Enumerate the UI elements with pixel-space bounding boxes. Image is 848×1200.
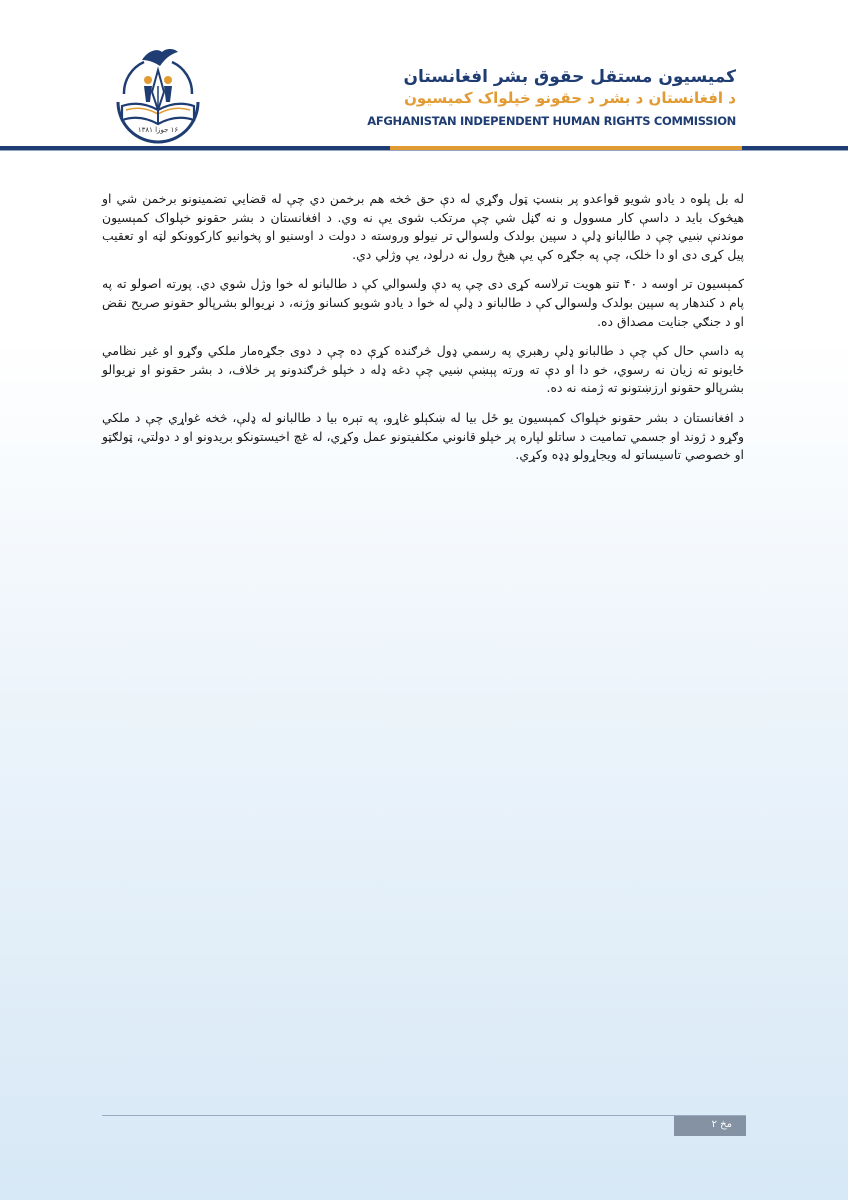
paragraph: په داسې حال کې چې د طالبانو ډلې رهبري په رسمي ډول څرګنده کړې ده چې د دوی جګړه‌مار ملکي وګړو او غیر نظامي ځايونو ته زيان نه رسوي، خو دا او دې ته ورته پېښې ښيي چې دغه ډله د خپلو څرګندونو پر خلاف، د بشر حقونو او نړیوالو بشرپالو حقونو ارزښتونو ته ژمنه نه ده. [102, 343, 744, 396]
page-number: مخ ۲ [711, 1119, 732, 1130]
paragraph: د افغانستان د بشر حقونو خپلواک کمېسیون یو ځل بیا له ښکېلو غاړو، په تېره بیا د طالبانو له ډلې، څخه غواړي چې د ملکي وګړو د ژوند او جسمي تمامیت د ساتلو لپاره پر خپلو قانوني مکلفیتونو عمل وکړي، له غچ اخیستونکو بریدونو او د دولتي، ټولګټو او خصوصي تاسیساتو له ویجاړولو ډډه وکړي. [102, 409, 744, 463]
footer-rule [102, 1115, 746, 1116]
organization-titles [367, 66, 736, 130]
paragraph: له بل پلوه د یادو شویو قواعدو پر بنسټ ټول وګړي له دې حق څخه هم برخمن دي چې له قضايي تضمينونو برخمن شي او هیڅوک باید د داسې کار مسوول و نه ګڼل شي چې مرتکب شوی يې نه وي. د افغانستان د بشر حقونو خپلواک کمېسیون موندنې ښيي چې د طالبانو ډلې د سپین بولدک ولسوالۍ تر نیولو وروسته د دولت د اوسنيو او پخوانیو کارکوونکو لټه او تعقیب پيل کړی دی او دا خلک، چې په جګړه کې يې هيڅ رول نه درلود، يې وژلي دي. [102, 191, 744, 262]
header-rule-thin [0, 150, 848, 151]
logo-date: ۱۶ جوزا ۱۳۸۱ [137, 126, 179, 134]
title-english: AFGHANISTAN INDEPENDENT HUMAN RIGHTS COMMISSION [367, 114, 736, 128]
page-header [0, 0, 848, 160]
title-dari: کمیسیون مستقل حقوق بشر افغانستان [403, 67, 736, 87]
title-pashto: د افغانستان د بشر د حقونو خپلواک کمیسیون [404, 89, 736, 107]
document-body [102, 190, 744, 476]
paragraph: کمېسیون تر اوسه د ۴۰ تنو هویت ترلاسه کړی دی چې په دې ولسوالي کې د طالبانو له خوا وژل شوي دي. پورته اصولو ته په پام د کندهار په سپین بولدک ولسوالۍ کې د طالبانو د ډلې له خوا د یادو شویو کسانو وژنه، د نړیوالو بشرپالو حقونو صریح نقض او د جنګي جنایت مصداق ده. [102, 276, 744, 329]
page-number-box [674, 1116, 746, 1136]
